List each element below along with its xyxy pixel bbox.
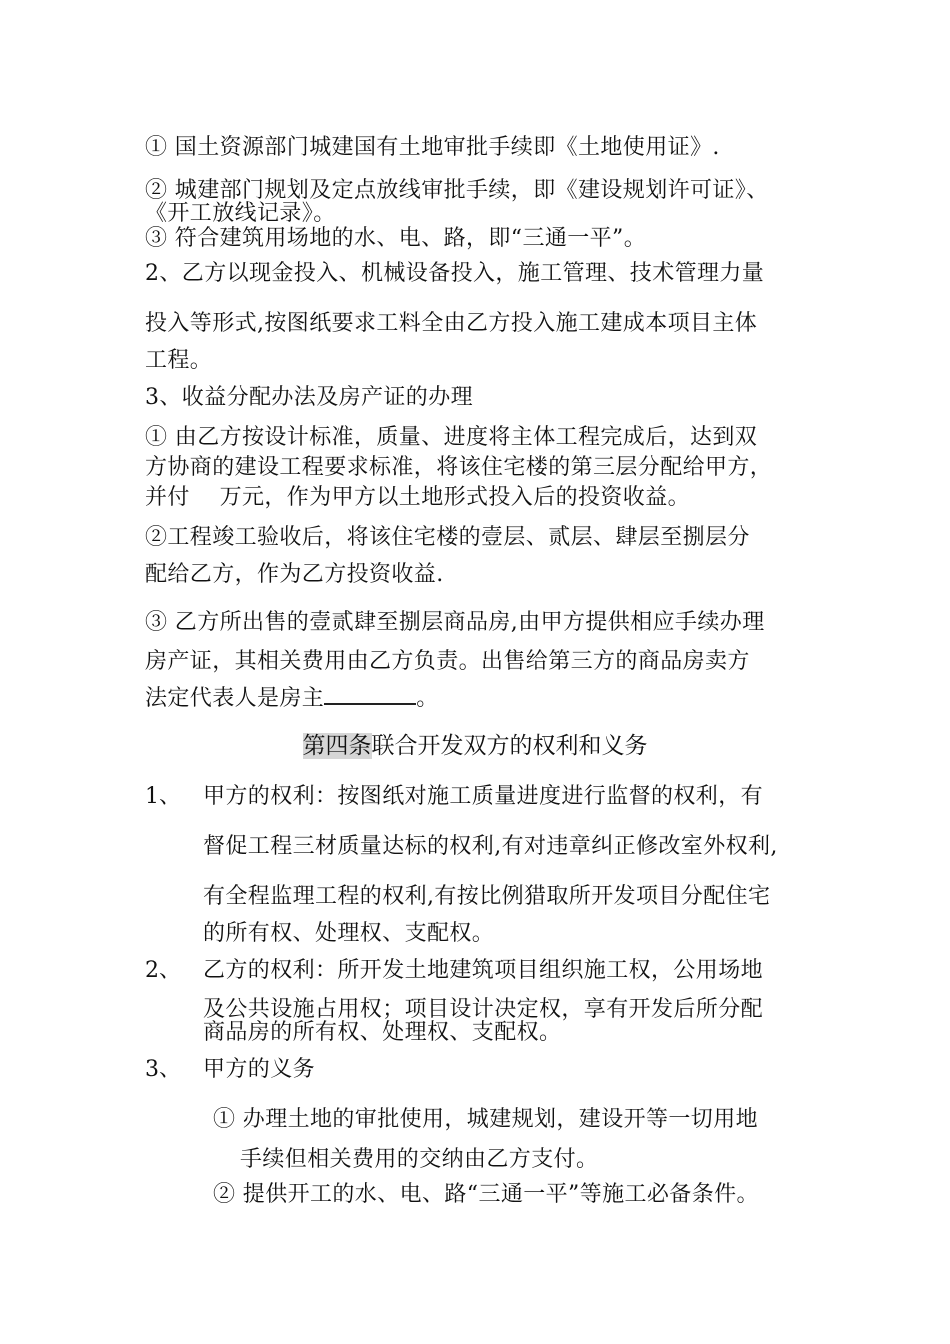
text-line: 督促工程三材质量达标的权利,有对违章纠正修改室外权利, — [203, 834, 778, 859]
text-line: ① 由乙方按设计标准，质量、进度将主体工程完成后，达到双 — [145, 425, 758, 450]
text-line: 方协商的建设工程要求标准，将该住宅楼的第三层分配给甲方， — [145, 455, 773, 480]
text-line: 房产证，其相关费用由乙方负责。出售给第三方的商品房卖方 — [145, 649, 750, 674]
text-line: ③ 乙方所出售的壹贰肆至捌层商品房,由甲方提供相应手续办理 — [145, 610, 765, 635]
item-number: 3、 — [145, 1057, 181, 1082]
text-line: 乙方的权利：所开发土地建筑项目组织施工权，公用场地 — [203, 958, 764, 983]
text-line: 投入等形式,按图纸要求工料全由乙方投入施工建成本项目主体 — [145, 311, 758, 336]
text-line: 及公共设施占用权；项目设计决定权，享有开发后所分配 — [203, 997, 764, 1022]
text-line: 2、乙方以现金投入、机械设备投入，施工管理、技术管理力量 — [145, 261, 765, 286]
text-line: ② 提供开工的水、电、路“三通一平”等施工必备条件。 — [213, 1182, 759, 1207]
item-number: 2、 — [145, 958, 181, 983]
text-line: 手续但相关费用的交纳由乙方支付。 — [240, 1147, 599, 1172]
text-line: ③ 符合建筑用场地的水、电、路，即“三通一平”。 — [145, 226, 647, 251]
text-fragment: 。 — [416, 686, 439, 711]
heading-highlighted-part: 第四条 — [302, 733, 372, 759]
text-line: ① 国土资源部门城建国有土地审批手续即《土地使用证》. — [145, 135, 720, 160]
text-line: 甲方的权利：按图纸对施工质量进度进行监督的权利，有 — [203, 784, 764, 809]
text-line: 商品房的所有权、处理权、支配权。 — [203, 1020, 562, 1045]
text-fragment: 法定代表人是房主 — [145, 686, 325, 711]
heading-rest: 联合开发双方的权利和义务 — [371, 733, 648, 759]
text-line: ② 城建部门规划及定点放线审批手续，即《建设规划许可证》、 — [145, 178, 769, 203]
text-line: 配给乙方，作为乙方投资收益. — [145, 562, 444, 587]
text-line: 3、收益分配办法及房产证的办理 — [145, 385, 473, 410]
blank-underline — [324, 685, 416, 705]
text-line: 工程。 — [145, 348, 213, 373]
item-number: 1、 — [145, 784, 181, 809]
text-line: 并付 万元，作为甲方以土地形式投入后的投资收益。 — [145, 485, 690, 510]
text-line: 的所有权、处理权、支配权。 — [203, 921, 495, 946]
text-line-with-blank — [145, 685, 439, 713]
text-line: ②工程竣工验收后，将该住宅楼的壹层、贰层、肆层至捌层分 — [145, 525, 750, 550]
text-line: 有全程监理工程的权利,有按比例猎取所开发项目分配住宅 — [203, 884, 771, 909]
text-line: 《开工放线记录》。 — [145, 201, 336, 226]
text-line: 甲方的义务 — [203, 1057, 316, 1082]
text-line: ① 办理土地的审批使用，城建规划，建设开等一切用地 — [213, 1107, 758, 1132]
section-heading — [0, 731, 950, 761]
